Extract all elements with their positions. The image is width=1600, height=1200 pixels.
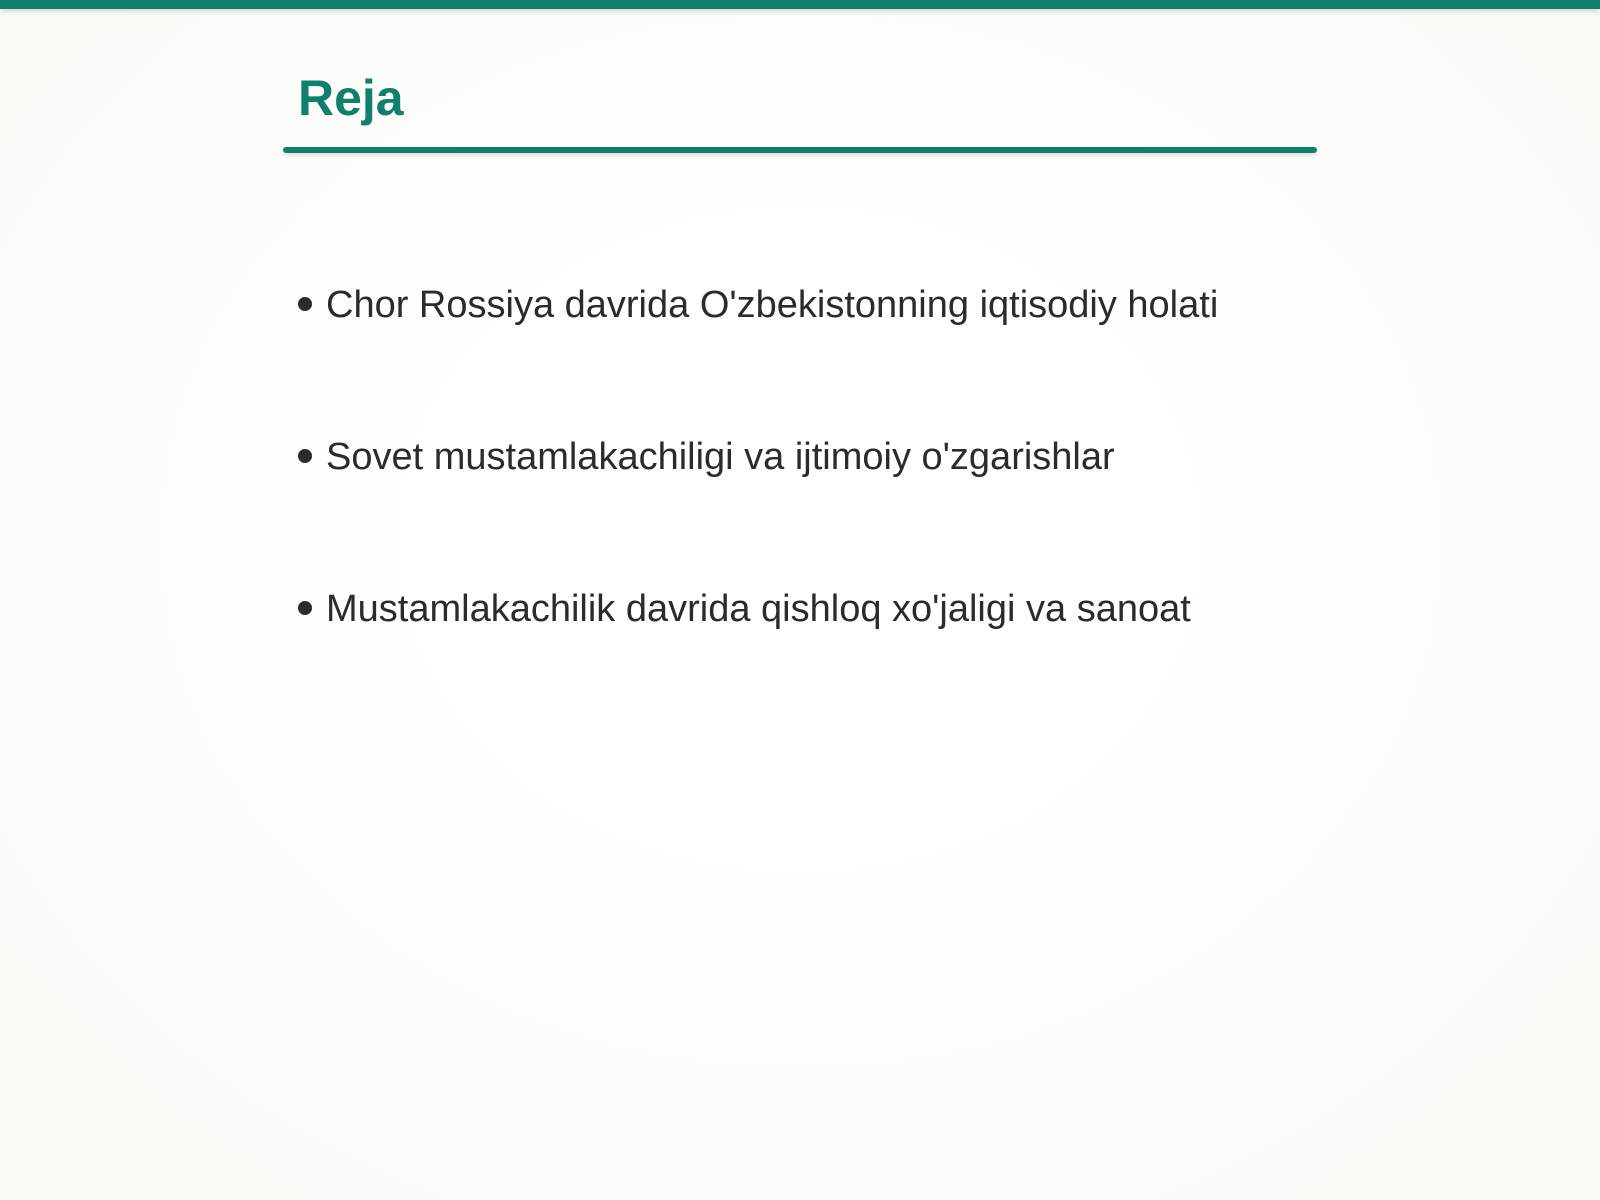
bullet-item (298, 582, 1218, 734)
bullet-dot-icon (298, 601, 312, 615)
bullet-text: Chor Rossiya davrida O'zbekistonning iqtisodiy holati (326, 284, 1219, 326)
bullet-dot-icon (298, 449, 312, 463)
bullet-list (298, 278, 1218, 734)
top-accent-bar (0, 0, 1600, 9)
bullet-text: Mustamlakachilik davrida qishloq xo'jaligi va sanoat (326, 588, 1191, 630)
slide-title: Reja (298, 70, 404, 126)
title-underline (283, 147, 1317, 153)
bullet-dot-icon (298, 297, 312, 311)
bullet-text: Sovet mustamlakachiligi va ijtimoiy o'zgarishlar (326, 436, 1115, 478)
bullet-item (298, 430, 1218, 582)
bullet-item (298, 278, 1218, 430)
